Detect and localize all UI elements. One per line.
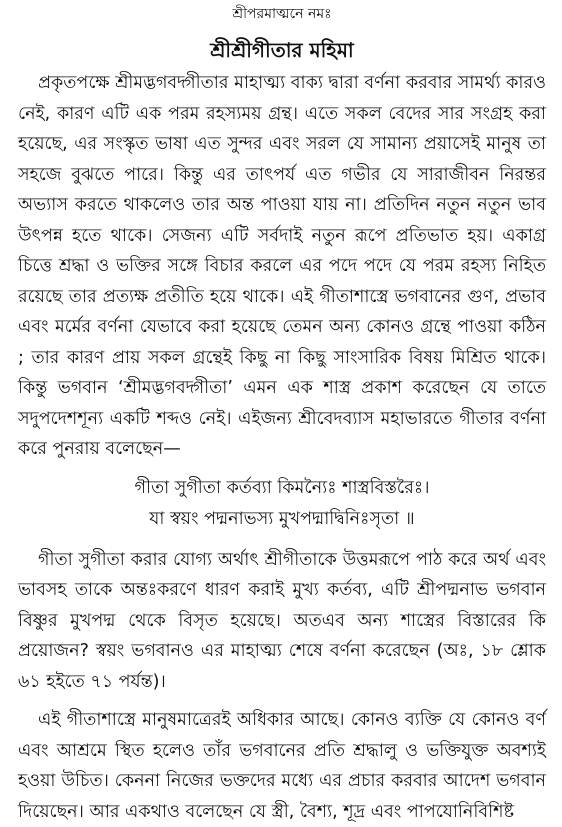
verse-line-2: যা স্বয়ং পদ্মনাভস্য মুখপদ্মাদ্বিনিঃসৃতা ॥ — [149, 508, 415, 529]
page-header: শ্রীপরমাত্মনে নমঃ — [232, 6, 332, 22]
paragraph-3: এই গীতাশাস্ত্রে মানুষমাত্রেরই অধিকার আছে। কোনও ব্যক্তি যে কোনও বর্ণ এবং আশ্রমে স্থিত হলেও তাঁর ভগবানের প্রতি শ্রদ্ধালু ও ভক্তিযুক্ত অবশ্যই হওয়া উচিত। কেননা নিজের ভক্তদের মধ্যে এর প্রচার করবার আদেশ ভগবান দিয়েছেন। আর একথাও বলেছেন যে স্ত্রী, বৈশ্য, শূদ্র এবং পাপযোনিবিশিষ্ট — [18, 710, 546, 822]
paragraph-2: গীতা সুগীতা করার যোগ্য অর্থাৎ শ্রীগীতাকে উত্তমরূপে পাঠ করে অর্থ এবং ভাবসহ তাকে অন্তঃকরণে ধারণ করাই মুখ্য কর্তব্য, এটি শ্রীপদ্মনাভ ভগবান বিষ্ণুর মুখপদ্ম থেকে বিসৃত হয়েছে। অতএব অন্য শাস্ত্রের বিস্তারের কি প্রয়োজন? স্বয়ং ভগবানও এর মাহাত্ম্য শেষে বর্ণনা করেছেন (অঃ, ১৮ শ্লোক ৬১ হইতে ৭১ পর্যন্ত)। — [18, 549, 546, 692]
verse-block — [18, 473, 546, 535]
page-title: শ্রীশ্রীগীতার মহিমা — [210, 38, 354, 62]
paragraph-1: প্রকৃতপক্ষে শ্রীমদ্ভগবদ্গীতার মাহাত্ম্য বাক্য দ্বারা বর্ণনা করবার সামর্থ্য কারও নেই, কারণ এটি এক পরম রহস্যময় গ্রন্থ। এতে সকল বেদের সার সংগ্রহ করা হয়েছে, এর সংস্কৃত ভাষা এত সুন্দর এবং সরল যে সামান্য প্রয়াসেই মানুষ তা সহজে বুঝতে পারে। কিন্তু এর তাৎপর্য এত গভীর যে সারাজীবন নিরন্তর অভ্যাস করতে থাকলেও তার অন্ত পাওয়া যায় না। প্রতিদিন নতুন নতুন ভাব উৎপন্ন হতে থাকে। সেজন্য এটি সর্বদাই নতুন রূপে প্রতিভাত হয়। একাগ্র চিত্তে শ্রদ্ধা ও ভক্তির সঙ্গে বিচার করলে এর পদে পদে যে পরম রহস্য নিহিত রয়েছে তার প্রত্যক্ষ প্রতীতি হয়ে থাকে। এই গীতাশাস্ত্রে ভগবানের গুণ, প্রভাব এবং মর্মের বর্ণনা যেভাবে করা হয়েছে তেমন অন্য কোনও গ্রন্থে পাওয়া কঠিন ; তার কারণ প্রায় সকল গ্রন্থেই কিছু না কিছু সাংসারিক বিষয় মিশ্রিত থাকে। কিন্তু ভগবান ‘শ্রীমদ্ভগবদ্গীতা’ এমন এক শাস্ত্র প্রকাশ করেছেন যে তাতে সদুপদেশশূন্য একটি শব্দও নেই। এইজন্য শ্রীবেদব্যাস মহাভারতে গীতার বর্ণনা করে পুনরায় বলেছেন— — [18, 73, 546, 459]
verse-line-1: গীতা সুগীতা কর্তব্যা কিমন্যৈঃ শাস্ত্রবিস্তরৈঃ। — [134, 477, 430, 498]
